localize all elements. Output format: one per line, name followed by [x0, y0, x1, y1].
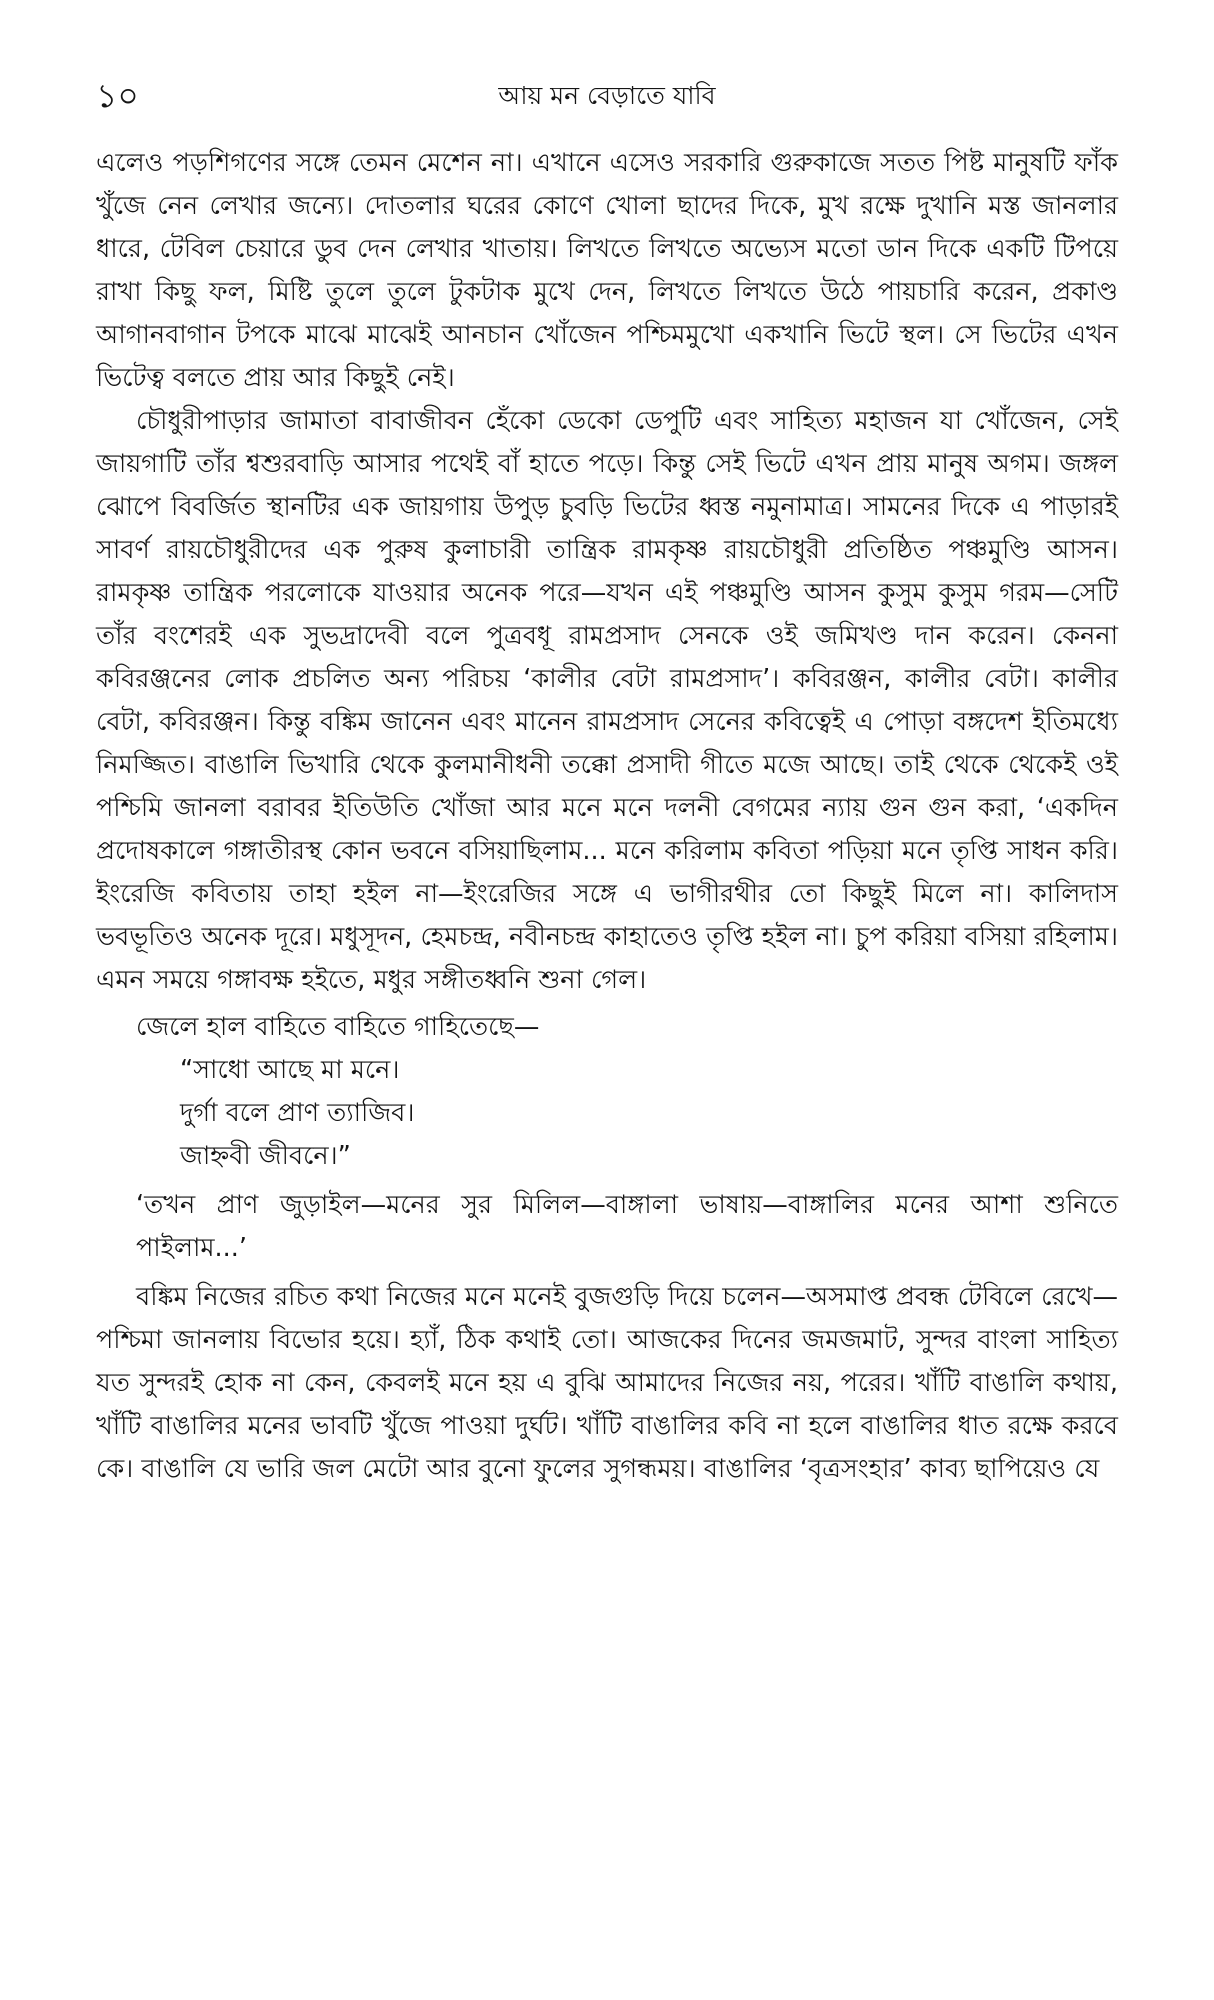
paragraph-2: চৌধুরীপাড়ার জামাতা বাবাজীবন হেঁকো ডেকো ডেপুটি এবং সাহিত্য মহাজন যা খোঁজেন, সেই জায়গাটি তাঁর শ্বশুরবাড়ি আসার পথেই বাঁ হাতে পড়ে। কিন্তু সেই ভিটে এখন প্রায় মানুষ অগম। জঙ্গল ঝোপে বিবর্জিত স্থানটির এক জায়গায় উপুড় চুবড়ি ভিটের ধ্বস্ত নমুনামাত্র। সামনের দিকে এ পাড়ারই সাবর্ণ রায়চৌধুরীদের এক পুরুষ কুলাচারী তান্ত্রিক রামকৃষ্ণ রায়চৌধুরী প্রতিষ্ঠিত পঞ্চমুণ্ডি আসন। রামকৃষ্ণ তান্ত্রিক পরলোকে যাওয়ার অনেক পরে—যখন এই পঞ্চমুণ্ডি আসন কুসুম কুসুম গরম—সেটি তাঁর বংশেরই এক সুভদ্রাদেবী বলে পুত্রবধূ রামপ্রসাদ সেনকে ওই জমিখণ্ড দান করেন। কেননা কবিরঞ্জনের লোক প্রচলিত অন্য পরিচয় ‘কালীর বেটা রামপ্রসাদ’। কবিরঞ্জন, কালীর বেটা। কালীর বেটা, কবিরঞ্জন। কিন্তু বঙ্কিম জানেন এবং মানেন রামপ্রসাদ সেনের কবিত্বেই এ পোড়া বঙ্গদেশ ইতিমধ্যে নিমজ্জিত। বাঙালি ভিখারি থেকে কুলমানীধনী তক্কো প্রসাদী গীতে মজে আছে। তাই থেকে থেকেই ওই পশ্চিমি জানলা বরাবর ইতিউতি খোঁজা আর মনে মনে দলনী বেগমের ন্যায় গুন গুন করা, ‘একদিন প্রদোষকালে গঙ্গাতীরস্থ কোন ভবনে বসিয়াছিলাম... মনে করিলাম কবিতা পড়িয়া মনে তৃপ্তি সাধন করি। ইংরেজি কবিতায় তাহা হইল না—ইংরেজির সঙ্গে এ ভাগীরথীর তো কিছুই মিলে না। কালিদাস ভবভূতিও অনেক দূরে। মধুসূদন, হেমচন্দ্র, নবীনচন্দ্র কাহাতেও তৃপ্তি হইল না। চুপ করিয়া বসিয়া রহিলাম। এমন সময়ে গঙ্গাবক্ষ হইতে, মধুর সঙ্গীতধ্বনি শুনা গেল।	[96, 406, 1118, 995]
verse-line-1: “সাধো আছে মা মনে।	[180, 1055, 400, 1085]
page-header	[96, 68, 1118, 120]
verse-line-3: জাহ্নবী জীবনে।”	[180, 1141, 351, 1171]
verse-intro: জেলে হাল বাহিতে বাহিতে গাহিতেছে—	[136, 1012, 540, 1042]
verse-block	[96, 1049, 1118, 1178]
page-body	[96, 142, 1118, 1491]
paragraph-1: এলেও পড়শিগণের সঙ্গে তেমন মেশেন না। এখানে এসেও সরকারি গুরুকাজে সতত পিষ্ট মানুষটি ফাঁক খুঁজে নেন লেখার জন্যে। দোতলার ঘরের কোণে খোলা ছাদের দিকে, মুখ রক্ষে দুখানি মস্ত জানলার ধারে, টেবিল চেয়ারে ডুব দেন লেখার খাতায়। লিখতে লিখতে অভ্যেস মতো ডান দিকে একটি টিপয়ে রাখা কিছু ফল, মিষ্টি তুলে তুলে টুকটাক মুখে দেন, লিখতে লিখতে উঠে পায়চারি করেন, প্রকাণ্ড আগানবাগান টপকে মাঝে মাঝেই আনচান খোঁজেন পশ্চিমমুখো একখানি ভিটে স্থল। সে ভিটের এখন ভিটেত্ব বলতে প্রায় আর কিছুই নেই।	[96, 148, 1118, 393]
verse-line-2: দুর্গা বলে প্রাণ ত্যাজিব।	[180, 1098, 415, 1128]
running-title: আয় মন বেড়াতে যাবি	[498, 81, 716, 110]
page-number: ১০	[96, 76, 139, 115]
paragraph-3: বঙ্কিম নিজের রচিত কথা নিজের মনে মনেই বুজগুড়ি দিয়ে চলেন—অসমাপ্ত প্রবন্ধ টেবিলে রেখে—পশ্চিমা জানলায় বিভোর হয়ে। হ্যাঁ, ঠিক কথাই তো। আজকের দিনের জমজমাট, সুন্দর বাংলা সাহিত্য যত সুন্দরই হোক না কেন, কেবলই মনে হয় এ বুঝি আমাদের নিজের নয়, পরের। খাঁটি বাঙালি কথায়, খাঁটি বাঙালির মনের ভাবটি খুঁজে পাওয়া দুর্ঘট। খাঁটি বাঙালির কবি না হলে বাঙালির ধাত রক্ষে করবে কে। বাঙালি যে ভারি জল মেটো আর বুনো ফুলের সুগন্ধময়। বাঙালির ‘বৃত্রসংহার’ কাব্য ছাপিয়েও যে	[96, 1282, 1118, 1484]
quote-after-verse: ‘তখন প্রাণ জুড়াইল—মনের সুর মিলিল—বাঙ্গালা ভাষায়—বাঙ্গালির মনের আশা শুনিতে পাইলাম...’	[136, 1190, 1118, 1263]
